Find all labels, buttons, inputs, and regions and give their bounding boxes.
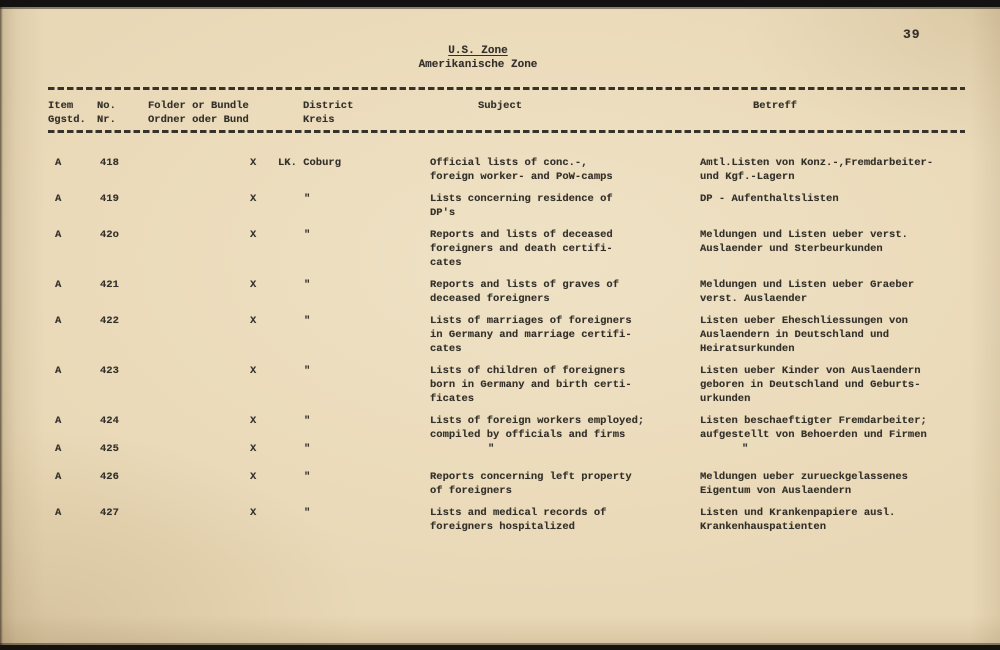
- cell-folder: X: [250, 229, 257, 241]
- cell-no: 426: [100, 471, 119, 483]
- header-subject: Subject: [477, 100, 523, 112]
- cell-no: 42o: [100, 229, 119, 241]
- cell-folder: X: [250, 315, 257, 327]
- cell-betreff: Amtl.Listen von Konz.-,Fremdarbeiter- und Kgf.-Lagern: [700, 157, 934, 183]
- cell-folder: X: [250, 279, 257, 291]
- cell-no: 422: [100, 315, 119, 327]
- cell-folder: X: [250, 415, 257, 427]
- table-row: [0, 414, 1000, 442]
- cell-district: ": [304, 471, 311, 483]
- cell-district: ": [304, 229, 311, 241]
- cell-item: A: [55, 443, 62, 455]
- cell-district: LK. Coburg: [278, 157, 342, 169]
- cell-item: A: [55, 315, 62, 327]
- cell-subject: Reports concerning left property of foreigners: [430, 471, 632, 497]
- cell-no: 425: [100, 443, 119, 455]
- header-betreff: Betreff: [752, 100, 798, 112]
- table-row: [0, 156, 1000, 184]
- cell-folder: X: [250, 443, 257, 455]
- table-row: [0, 442, 1000, 456]
- dashed-rule-bottom: [48, 130, 965, 133]
- cell-betreff: Listen beschaeftigter Fremdarbeiter; aufgestellt von Behoerden und Firmen: [700, 415, 927, 441]
- cell-folder: X: [250, 471, 257, 483]
- cell-district: ": [304, 279, 311, 291]
- table-row: [0, 192, 1000, 220]
- cell-betreff: Meldungen und Listen ueber Graeber verst. Auslaender: [700, 279, 915, 305]
- cell-item: A: [55, 507, 62, 519]
- dashed-rule-top: [48, 87, 965, 90]
- cell-betreff: ": [742, 443, 749, 455]
- page-title-block: [0, 44, 956, 72]
- page-title: U.S. Zone: [448, 45, 508, 57]
- cell-subject: Lists of foreign workers employed; compiled by officials and firms: [430, 415, 645, 441]
- table-row: [0, 506, 1000, 534]
- cell-subject: Lists and medical records of foreigners hospitalized: [430, 507, 607, 533]
- cell-subject: Lists concerning residence of DP's: [430, 193, 613, 219]
- cell-no: 418: [100, 157, 119, 169]
- cell-subject: Official lists of conc.-, foreign worker- and PoW-camps: [430, 157, 613, 183]
- cell-district: ": [304, 443, 311, 455]
- table-row: [0, 228, 1000, 270]
- scan-edge-bottom: [0, 643, 1000, 650]
- cell-item: A: [55, 229, 62, 241]
- cell-item: A: [55, 365, 62, 377]
- scan-edge-top: [0, 0, 1000, 9]
- cell-no: 423: [100, 365, 119, 377]
- cell-subject: ": [488, 443, 495, 455]
- cell-no: 424: [100, 415, 119, 427]
- header-folder: Folder or Bundle Ordner oder Bund: [148, 100, 249, 126]
- cell-betreff: Listen und Krankenpapiere ausl. Krankenhauspatienten: [700, 507, 896, 533]
- cell-folder: X: [250, 365, 257, 377]
- table-row: [0, 278, 1000, 306]
- cell-folder: X: [250, 507, 257, 519]
- cell-district: ": [304, 193, 311, 205]
- cell-district: ": [304, 365, 311, 377]
- cell-no: 421: [100, 279, 119, 291]
- cell-betreff: DP - Aufenthaltslisten: [700, 193, 839, 205]
- cell-district: ": [304, 415, 311, 427]
- cell-item: A: [55, 193, 62, 205]
- cell-item: A: [55, 279, 62, 291]
- cell-item: A: [55, 471, 62, 483]
- cell-subject: Lists of children of foreigners born in Germany and birth certi- ficates: [430, 365, 632, 405]
- cell-subject: Reports and lists of deceased foreigners and death certifi- cates: [430, 229, 613, 269]
- cell-no: 427: [100, 507, 119, 519]
- page-number: 39: [903, 27, 921, 42]
- cell-betreff: Listen ueber Eheschliessungen von Auslaendern in Deutschland und Heiratsurkunden: [700, 315, 908, 355]
- cell-folder: X: [250, 157, 257, 169]
- table-row: [0, 470, 1000, 498]
- cell-item: A: [55, 157, 62, 169]
- cell-district: ": [304, 507, 311, 519]
- cell-betreff: Meldungen und Listen ueber verst. Auslaender und Sterbeurkunden: [700, 229, 908, 255]
- cell-district: ": [304, 315, 311, 327]
- cell-item: A: [55, 415, 62, 427]
- table-body: [0, 156, 1000, 542]
- cell-betreff: Meldungen ueber zurueckgelassenes Eigentum von Auslaendern: [700, 471, 908, 497]
- cell-no: 419: [100, 193, 119, 205]
- table-row: [0, 364, 1000, 406]
- cell-folder: X: [250, 193, 257, 205]
- cell-subject: Lists of marriages of foreigners in Germany and marriage certifi- cates: [430, 315, 632, 355]
- table-header-row: [0, 99, 1000, 127]
- cell-betreff: Listen ueber Kinder von Auslaendern geboren in Deutschland und Geburts- urkunden: [700, 365, 921, 405]
- header-item: Item Ggstd.: [48, 100, 86, 126]
- page-subtitle: Amerikanische Zone: [418, 59, 538, 71]
- header-no: No. Nr.: [97, 100, 116, 126]
- header-district: District Kreis: [303, 100, 354, 126]
- table-row: [0, 314, 1000, 356]
- cell-subject: Reports and lists of graves of deceased foreigners: [430, 279, 620, 305]
